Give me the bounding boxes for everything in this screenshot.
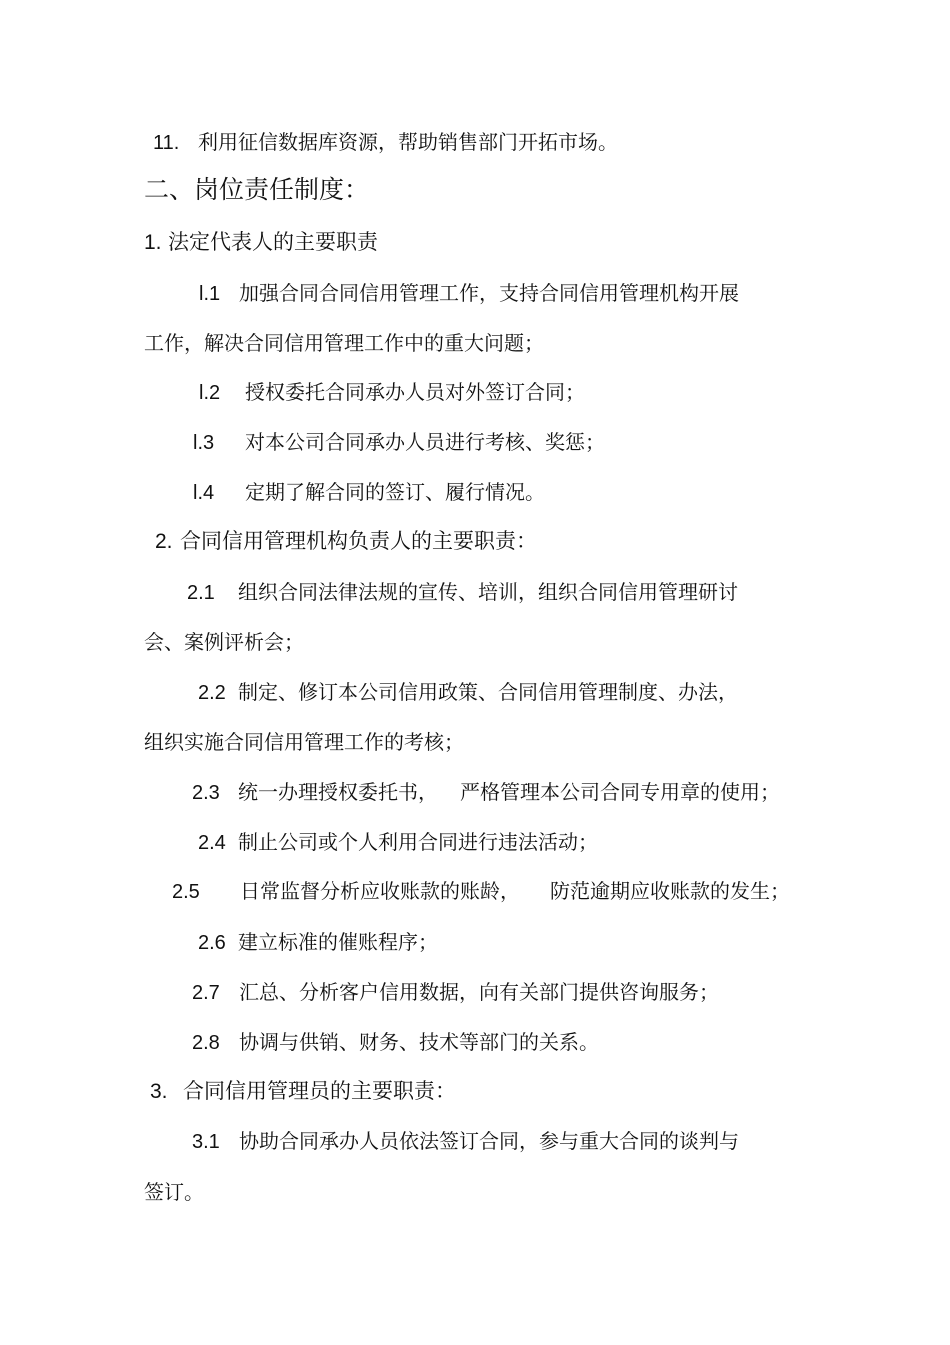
item-number: 2.3: [192, 782, 220, 804]
item-number: l.4: [193, 482, 215, 504]
item-text: 利用征信数据库资源，帮助销售部门开拓市场。: [198, 130, 618, 154]
item-text: 组织合同法律法规的宣传、培训，组织合同信用管理研讨: [238, 580, 738, 604]
item-text-continued: 严格管理本公司合同专用章的使用；: [460, 780, 780, 804]
item-number: 3.1: [192, 1131, 220, 1153]
item-text: 合同信用管理机构负责人的主要职责：: [180, 529, 537, 553]
item-text: 协调与供销、财务、技术等部门的关系。: [239, 1030, 599, 1054]
list-item: [198, 830, 598, 855]
item-text: 协助合同承办人员依法签订合同，参与重大合同的谈判与: [239, 1129, 739, 1153]
item-number: 2.4: [198, 832, 226, 854]
list-item: [153, 130, 618, 155]
section-heading: [144, 175, 369, 205]
list-item: [193, 430, 605, 455]
item-number: 2.1: [187, 582, 215, 604]
item-number: 2.6: [198, 932, 226, 954]
item-number: 2.: [155, 530, 173, 553]
subsection-heading: [144, 230, 378, 255]
item-text: 加强合同合同信用管理工作，支持合同信用管理机构开展: [239, 281, 739, 305]
list-item: [199, 380, 585, 405]
item-number: l.1: [199, 283, 221, 305]
list-item: [192, 780, 780, 805]
list-item: [187, 580, 738, 605]
list-item: [192, 1030, 599, 1055]
paragraph-continuation: [144, 331, 544, 355]
list-item: [172, 879, 790, 904]
subsection-heading: [150, 1079, 456, 1104]
item-text: 法定代表人的主要职责: [168, 230, 378, 254]
item-text: 组织实施合同信用管理工作的考核；: [144, 730, 464, 754]
heading-text: 二、岗位责任制度：: [144, 175, 370, 204]
item-number: 2.7: [192, 982, 220, 1004]
item-text: 日常监督分析应收账款的账龄，: [240, 879, 520, 903]
item-text: 对本公司合同承办人员进行考核、奖惩；: [245, 430, 605, 454]
list-item: [198, 930, 438, 955]
list-item: [192, 1129, 739, 1154]
paragraph-continuation: [144, 1180, 204, 1204]
item-text: 定期了解合同的签订、履行情况。: [245, 480, 545, 504]
paragraph-continuation: [144, 730, 464, 754]
list-item: [198, 680, 738, 705]
item-number: 1.: [144, 231, 162, 254]
item-number: 2.2: [198, 682, 226, 704]
subsection-heading: [155, 529, 537, 554]
item-text: 汇总、分析客户信用数据，向有关部门提供咨询服务；: [239, 980, 719, 1004]
item-text: 会、案例评析会；: [144, 630, 304, 654]
item-number: l.3: [193, 432, 215, 454]
item-text-continued: 防范逾期应收账款的发生；: [550, 879, 790, 903]
list-item: [199, 281, 739, 306]
item-text: 建立标准的催账程序；: [238, 930, 438, 954]
item-text: 合同信用管理员的主要职责：: [183, 1079, 456, 1103]
paragraph-continuation: [144, 630, 304, 654]
item-number: l.2: [199, 382, 221, 404]
item-text: 制止公司或个人利用合同进行违法活动；: [238, 830, 598, 854]
item-number: 3.: [150, 1080, 168, 1103]
item-text: 签订。: [144, 1180, 204, 1204]
item-number: 2.8: [192, 1032, 220, 1054]
list-item: [193, 480, 545, 505]
item-number: 11.: [153, 132, 180, 154]
item-text: 统一办理授权委托书，: [238, 780, 438, 804]
item-number: 2.5: [172, 881, 200, 903]
item-text: 工作，解决合同信用管理工作中的重大问题；: [144, 331, 544, 355]
item-text: 制定、修订本公司信用政策、合同信用管理制度、办法，: [238, 680, 738, 704]
item-text: 授权委托合同承办人员对外签订合同；: [245, 380, 585, 404]
list-item: [192, 980, 719, 1005]
